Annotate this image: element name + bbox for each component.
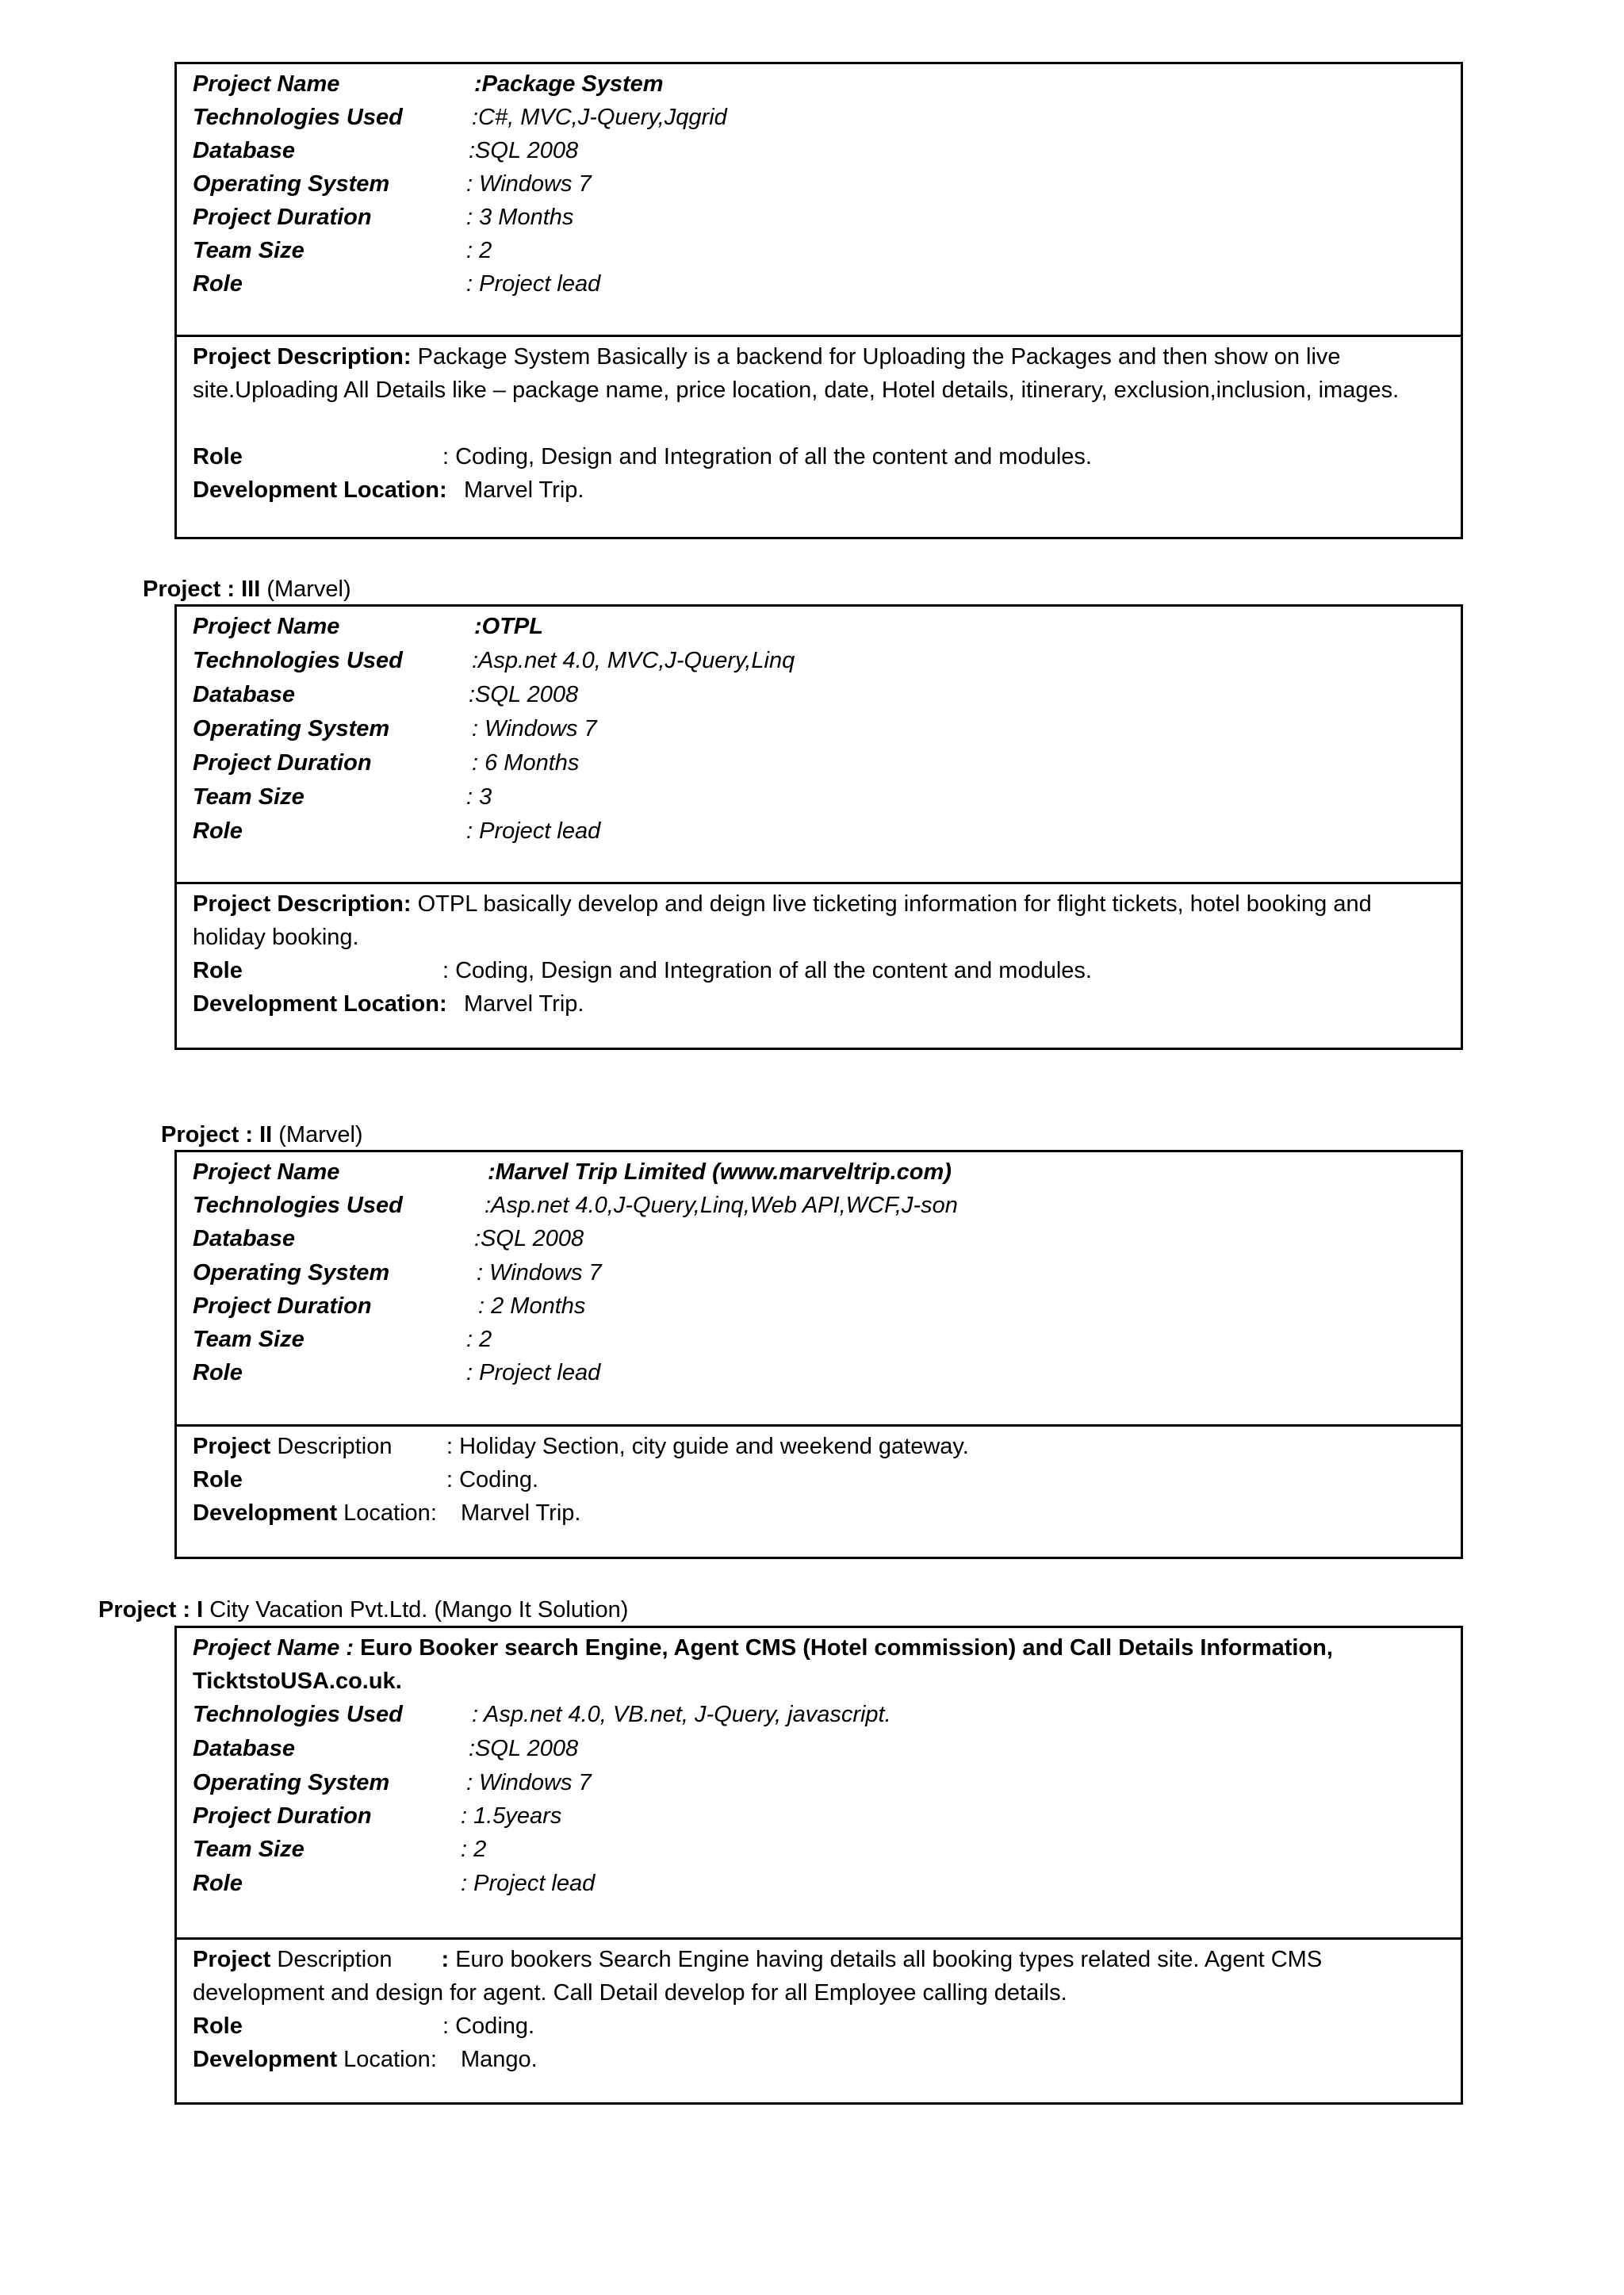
value-database: :SQL 2008 — [474, 1226, 584, 1251]
value-project-name: Euro Booker search Engine, Agent CMS (Hotel commission) and Call Details Information, TicktstoUSA.co.uk. — [193, 1635, 1333, 1694]
label-project-name: Project Name : — [193, 1635, 354, 1661]
project-description — [177, 884, 1461, 1050]
label-desc-role: Role — [193, 444, 243, 469]
value-development-location: Marvel Trip. — [464, 991, 584, 1017]
value-project-duration: : 3 Months — [466, 205, 574, 230]
project-details — [177, 64, 1461, 337]
project-heading-ii: Project : II (Marvel) — [161, 1122, 363, 1148]
label-development-location: Development Location: — [193, 991, 447, 1017]
label-description: Project Description: — [193, 891, 412, 917]
label-project-duration: Project Duration — [193, 750, 372, 776]
label-operating-system: Operating System — [193, 1260, 390, 1285]
project-description — [177, 337, 1461, 539]
label-team-size: Team Size — [193, 784, 304, 810]
label-database: Database — [193, 682, 295, 707]
value-team-size: : 2 — [466, 238, 492, 263]
value-team-size: : 2 — [466, 1327, 492, 1352]
value-desc-role: : Coding. — [442, 2013, 535, 2039]
label-description: Project Description — [193, 1434, 393, 1459]
value-development-location: Marvel Trip. — [461, 1500, 581, 1526]
value-database: :SQL 2008 — [469, 682, 579, 707]
value-team-size: : 3 — [466, 784, 492, 810]
label-operating-system: Operating System — [193, 171, 390, 197]
label-project-duration: Project Duration — [193, 205, 372, 230]
label-technologies: Technologies Used — [193, 1193, 403, 1218]
label-project-duration: Project Duration — [193, 1293, 372, 1319]
project-details — [177, 1152, 1461, 1427]
label-role: Role — [193, 1360, 243, 1385]
value-role: : Project lead — [466, 271, 601, 297]
value-project-duration: : 6 Months — [472, 750, 580, 776]
label-desc-role: Role — [193, 2013, 243, 2039]
value-operating-system: : Windows 7 — [472, 716, 597, 741]
value-technologies: :Asp.net 4.0, MVC,J-Query,Linq — [472, 648, 795, 673]
value-operating-system: : Windows 7 — [466, 1770, 592, 1795]
label-role: Role — [193, 1871, 243, 1896]
value-team-size: : 2 — [461, 1837, 487, 1862]
value-project-duration: : 2 Months — [478, 1293, 586, 1319]
value-role: : Project lead — [466, 818, 601, 844]
value-project-duration: : 1.5years — [461, 1803, 562, 1829]
label-desc-role: Role — [193, 1467, 243, 1492]
label-technologies: Technologies Used — [193, 105, 403, 130]
label-project-duration: Project Duration — [193, 1803, 372, 1829]
project-heading-iii: Project : III (Marvel) — [143, 577, 351, 602]
value-description: OTPL basically develop and deign live ticketing information for flight tickets, hotel booking and holiday booking. — [193, 891, 1372, 950]
label-operating-system: Operating System — [193, 716, 390, 741]
label-team-size: Team Size — [193, 238, 304, 263]
label-role: Role — [193, 818, 243, 844]
value-desc-role: : Coding, Design and Integration of all the content and modules. — [442, 958, 1092, 983]
project-heading-i: Project : I City Vacation Pvt.Ltd. (Mango It Solution) — [98, 1597, 629, 1623]
label-database: Database — [193, 138, 295, 163]
label-project-name: Project Name — [193, 1159, 340, 1185]
value-operating-system: : Windows 7 — [466, 171, 592, 197]
label-description: Project Description — [193, 1947, 393, 1972]
project-description — [177, 1427, 1461, 1559]
project-description: Project Description : Euro bookers Search Engine having details all booking types related site. Agent CMS development and design for agent. Call Detail develop for all Employee calling details. Role : Coding. Development Location: Mango. — [177, 1940, 1461, 2105]
value-technologies: :Asp.net 4.0,J-Query,Linq,Web API,WCF,J-son — [485, 1193, 958, 1218]
label-role: Role — [193, 271, 243, 297]
label-database: Database — [193, 1226, 295, 1251]
value-description: Package System Basically is a backend for Uploading the Packages and then show on live site.Uploading All Details like – package name, price location, date, Hotel details, itinerary, exclusion,inclusion, images. — [193, 344, 1400, 403]
value-description: Euro bookers Search Engine having details all booking types related site. Agent CMS development and design for agent. Call Detail develop for all Employee calling details. — [193, 1947, 1323, 2006]
label-development-location: Development Location: — [193, 2047, 437, 2072]
project-details — [177, 607, 1461, 884]
value-desc-role: : Coding, Design and Integration of all the content and modules. — [442, 444, 1092, 469]
label-description: Project Description: — [193, 344, 412, 370]
label-database: Database — [193, 1736, 295, 1761]
project-details — [177, 1628, 1461, 1940]
project-box-city-vacation — [174, 1626, 1463, 2105]
label-technologies: Technologies Used — [193, 648, 403, 673]
value-development-location: Marvel Trip. — [464, 477, 584, 503]
label-project-name: Project Name — [193, 71, 340, 97]
label-desc-role: Role — [193, 958, 243, 983]
value-role: : Project lead — [466, 1360, 601, 1385]
label-team-size: Team Size — [193, 1837, 304, 1862]
value-description: : Holiday Section, city guide and weekend gateway. — [446, 1434, 969, 1459]
value-operating-system: : Windows 7 — [477, 1260, 602, 1285]
value-project-name: :Marvel Trip Limited (www.marveltrip.com) — [488, 1159, 952, 1185]
label-technologies: Technologies Used — [193, 1702, 403, 1727]
value-development-location: Mango. — [461, 2047, 538, 2072]
value-desc-role: : Coding. — [446, 1467, 539, 1492]
label-team-size: Team Size — [193, 1327, 304, 1352]
label-project-name: Project Name — [193, 614, 340, 639]
label-development-location: Development Location: — [193, 1500, 437, 1526]
value-database: :SQL 2008 — [469, 138, 579, 163]
label-development-location: Development Location: — [193, 477, 447, 503]
project-box-marvel-trip — [174, 1150, 1463, 1559]
value-project-name: :Package System — [474, 71, 664, 97]
value-role: : Project lead — [461, 1871, 596, 1896]
value-technologies: :C#, MVC,J-Query,Jqgrid — [472, 105, 727, 130]
label-operating-system: Operating System — [193, 1770, 390, 1795]
value-database: :SQL 2008 — [469, 1736, 579, 1761]
project-box-package-system — [174, 62, 1463, 539]
value-technologies: : Asp.net 4.0, VB.net, J-Query, javascript. — [472, 1702, 891, 1727]
value-project-name: :OTPL — [474, 614, 543, 639]
project-box-otpl — [174, 604, 1463, 1050]
